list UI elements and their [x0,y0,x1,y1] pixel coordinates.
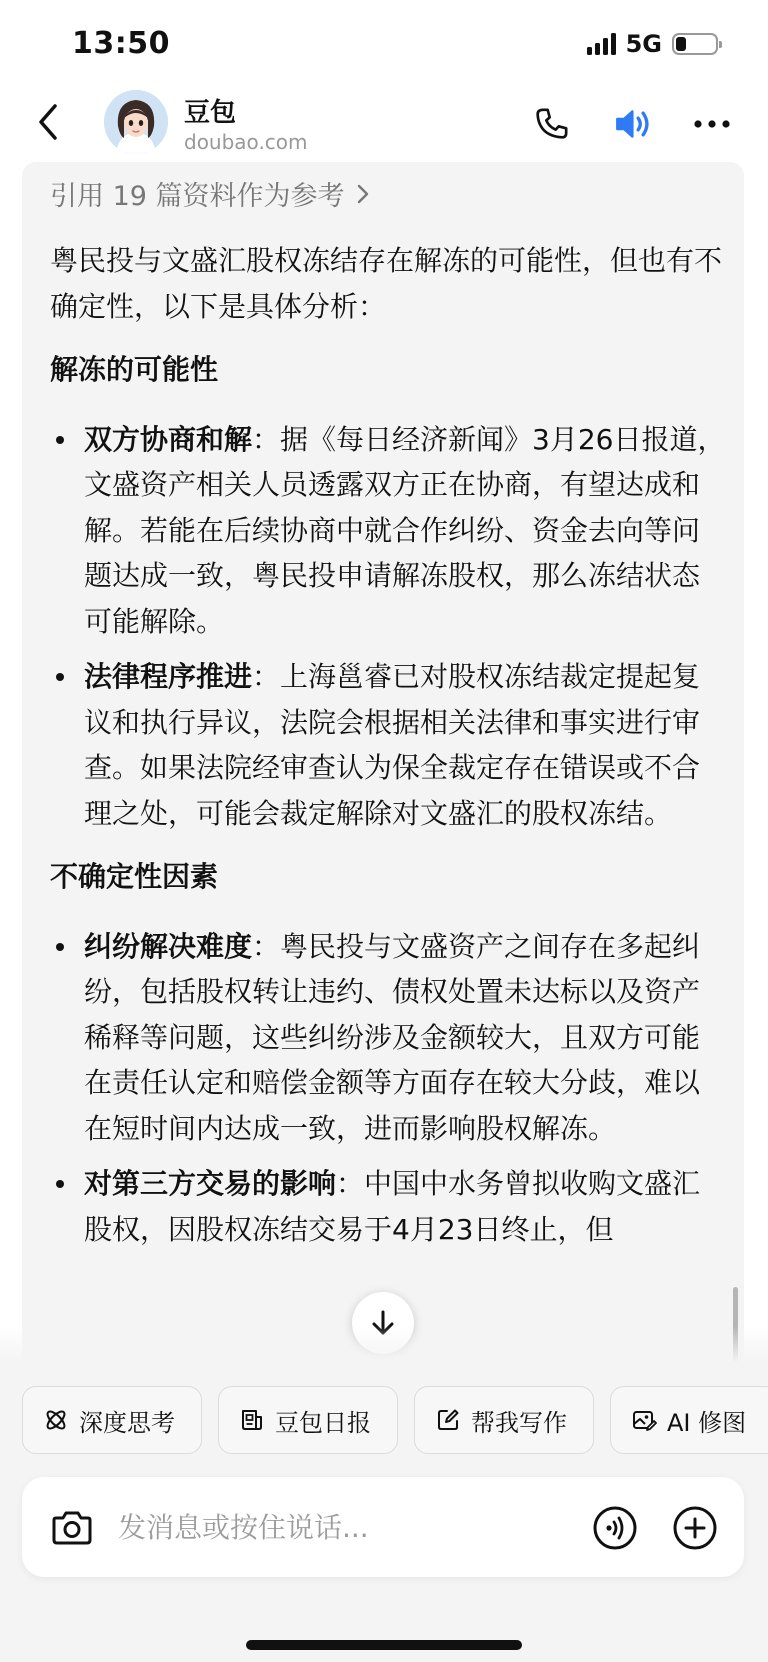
chip-writing[interactable] [414,1386,594,1454]
status-indicators [587,30,718,58]
image-edit-icon [631,1407,657,1433]
citation-text: 引用 19 篇资料作为参考 [50,181,345,212]
chip-label: 豆包日报 [275,1408,371,1437]
home-indicator[interactable] [246,1640,522,1650]
item-title: 纠纷解决难度 [84,929,253,963]
add-attachment-button[interactable] [670,1503,720,1553]
message-input-bar [22,1477,744,1577]
bullet-list [50,417,726,837]
bot-domain: doubao.com [184,130,308,154]
intro-paragraph: 粤民投与文盛汇股权冻结存在解冻的可能性，但也有不确定性，以下是具体分析： [50,244,723,323]
voice-playback-button[interactable] [610,100,658,148]
more-icon [692,118,732,130]
phone-icon [532,104,572,144]
camera-icon [50,1507,94,1547]
item-text: ：中国中水务曾拟收购文盛汇股权，因股权冻结交易于4月23日终止，但 [84,1167,701,1246]
signal-icon [587,33,616,55]
chip-ai-retouch[interactable] [610,1386,768,1454]
newspaper-icon [239,1407,265,1433]
item-title: 双方协商和解 [84,422,253,456]
back-button[interactable] [26,100,70,144]
chip-daily-news[interactable] [218,1386,398,1454]
plus-circle-icon [672,1505,718,1551]
chip-label: 深度思考 [79,1408,175,1437]
message-input[interactable] [118,1503,498,1551]
section-heading: 解冻的可能性 [50,353,219,386]
call-button[interactable] [528,100,576,148]
network-type: 5G [625,30,662,58]
citation-link[interactable] [50,174,371,213]
status-time: 13:50 [72,26,170,61]
bot-name: 豆包 [184,98,237,128]
status-bar [0,0,768,84]
voice-wave-icon [592,1505,638,1551]
composer-panel [0,1362,768,1662]
fade-overlay [0,1326,768,1362]
atom-icon [43,1407,69,1433]
item-title: 法律程序推进 [84,660,253,693]
battery-icon [672,33,718,55]
back-icon [33,102,63,142]
more-button[interactable] [688,100,736,148]
section-heading: 不确定性因素 [50,860,219,893]
item-text: ：粤民投与文盛资产之间存在多起纠纷，包括股权转让违约、债权处置未达标以及资产稀释等问题，这些纠纷涉及金额较大，且双方可能在责任认定和赔偿金额等方面存在较大分歧，难以在短时间内达成一致，进而影响股权解冻。 [84,929,701,1145]
quick-actions [22,1386,768,1456]
speaker-icon [612,104,656,144]
list-item [50,417,726,645]
list-item [50,924,726,1152]
item-text: ：据《每日经济新闻》3月26日报道，文盛资产相关人员透露双方正在协商，有望达成和解。若能在后续协商中就合作纠纷、资金去向等问题达成一致，粤民投申请解冻股权，那么冻结状态可能解除。 [84,422,726,638]
chip-deep-think[interactable] [22,1386,202,1454]
list-item [50,1161,726,1252]
chip-label: 帮我写作 [471,1408,567,1437]
chip-label: AI 修图 [667,1408,747,1437]
item-text: ：上海邕睿已对股权冻结裁定提起复议和执行异议，法院会根据相关法律和事实进行审查。如果法院经审查认为保全裁定存在错误或不合理之处，可能会裁定解除对文盛汇的股权冻结。 [84,660,701,830]
message-bubble [22,162,744,1362]
message-content [50,238,726,1270]
edit-icon [435,1407,461,1433]
bot-avatar-icon [104,90,168,154]
chevron-right-icon [355,182,371,206]
chat-header [0,84,768,162]
camera-button[interactable] [48,1503,96,1551]
avatar[interactable] [104,90,168,154]
voice-input-button[interactable] [590,1503,640,1553]
list-item [50,654,726,836]
item-title: 对第三方交易的影响 [84,1167,337,1200]
bullet-list [50,924,726,1253]
